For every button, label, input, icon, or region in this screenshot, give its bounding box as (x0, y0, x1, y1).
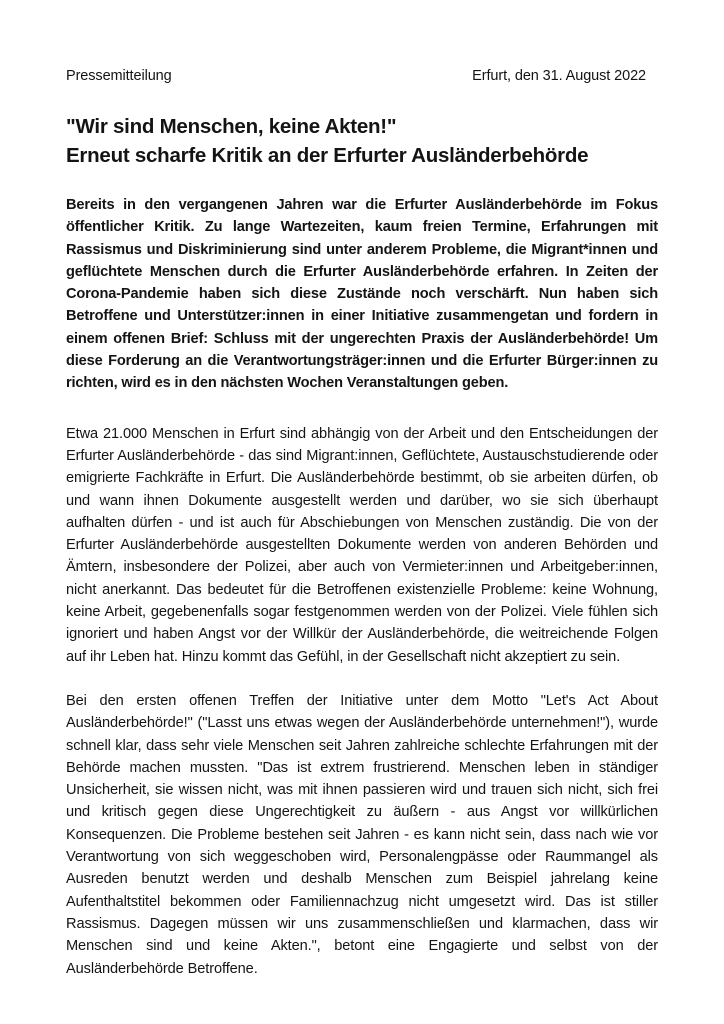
document-content (66, 66, 658, 980)
page-title-line-2: Erneut scharfe Kritik an der Erfurter Ausländerbehörde (66, 144, 589, 167)
dateline: Erfurt, den 31. August 2022 (472, 68, 646, 84)
document-type-label: Pressemitteilung (66, 68, 172, 84)
document-header-row (66, 66, 658, 86)
page-title (66, 112, 658, 170)
page-title-line-1: "Wir sind Menschen, keine Akten!" (66, 115, 397, 138)
body-paragraph-3: Bei den ersten offenen Treffen der Initiative unter dem Motto "Let's Act About Ausländerbehörde!" ("Lasst uns etwas wegen der Ausländerbehörde unternehmen!"), wurde schnell klar, dass sehr viele Menschen seit Jahren zahlreiche schlechte Erfahrungen mit der Behörde machen mussten. "Das ist extrem frustrierend. Menschen leben in ständiger Unsicherheit, sie wissen nicht, was mit ihnen passieren wird und trauen sich nicht, sich frei und kritisch gegen diese Ungerechtigkeit zu äußern - aus Angst vor willkürlichen Konsequenzen. Die Probleme bestehen seit Jahren - es kann nicht sein, dass nach wie vor Verantwortung von sich weggeschoben wird, Personalengpässe oder Raummangel als Ausreden benutzt werden und deshalb Menschen zum Beispiel jahrelang keine Aufenthaltstitel bekommen oder Familiennachzug nicht umgesetzt wird. Das ist stiller Rassismus. Dagegen müssen wir uns zusammenschließen und klarmachen, dass wir Menschen sind und keine Akten.", betont eine Engagierte und selbst von der Ausländerbehörde Betroffene. (66, 692, 658, 977)
lead-paragraph: Bereits in den vergangenen Jahren war die Erfurter Ausländerbehörde im Fokus öffentlicher Kritik. Zu lange Wartezeiten, kaum freien Termine, Erfahrungen mit Rassismus und Diskriminierung sind unter anderem Probleme, die Migrant*innen und geflüchtete Menschen durch die Erfurter Ausländerbehörde erfahren. In Zeiten der Corona-Pandemie haben sich diese Zustände noch verschärft. Nun haben sich Betroffene und Unterstützer:innen in einer Initiative zusammengetan und fordern in einem offenen Brief: Schluss mit der ungerechten Praxis der Ausländerbehörde! Um diese Forderung an die Verantwortungsträger:innen und die Erfurter Bürger:innen zu richten, wird es in den nächsten Wochen Veranstaltungen geben. (66, 197, 658, 392)
body-paragraph-2: Etwa 21.000 Menschen in Erfurt sind abhängig von der Arbeit und den Entscheidungen der Erfurter Ausländerbehörde - das sind Migrant:innen, Geflüchtete, Austauschstudierende oder emigrierte Fachkräfte in Erfurt. Die Ausländerbehörde bestimmt, ob sie arbeiten dürfen, ob und wann ihnen Dokumente ausgestellt werden und darüber, wo sie sich überhaupt aufhalten dürfen - und ist auch für Abschiebungen von Menschen zuständig. Die von der Erfurter Ausländerbehörde ausgestellten Dokumente werden von anderen Behörden und Ämtern, insbesondere der Polizei, aber auch von Vermieter:innen und Arbeitgeber:innen, nicht anerkannt. Das bedeutet für die Betroffenen existenzielle Probleme: keine Wohnung, keine Arbeit, gegebenenfalls sogar festgenommen werden von der Polizei. Viele fühlen sich ignoriert und haben Angst vor der Willkür der Ausländerbehörde, die weitreichende Folgen auf ihr Leben hat. Hinzu kommt das Gefühl, in der Gesellschaft nicht akzeptiert zu sein. (66, 425, 658, 665)
